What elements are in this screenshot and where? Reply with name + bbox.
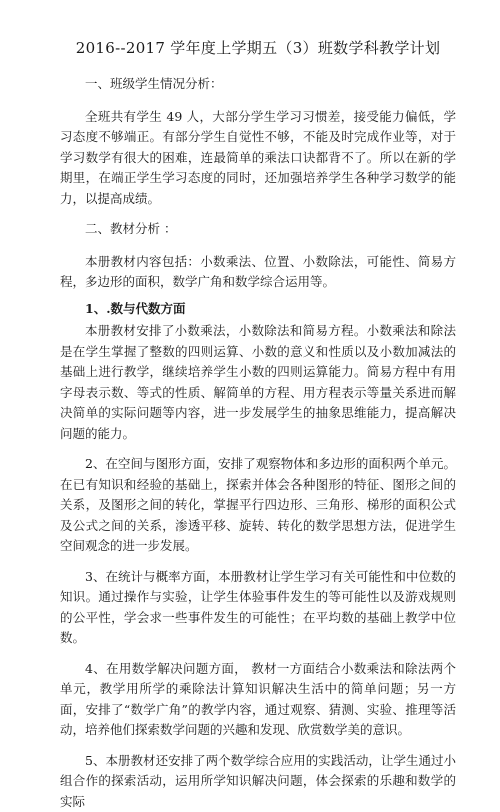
paragraph-textbook-contents: 本册教材内容包括：小数乘法、位置、小数除法，可能性、简易方程，多边形的面积，数学广角和数学综合运用等。 [60, 252, 456, 293]
paragraph-class-analysis: 全班共有学生 49 人，大部分学生学习习惯差，接受能力偏低，学习态度不够端正。有部分学生自觉性不够，不能及时完成作业等，对于学习数学有很大的困难，连最简单的乘法口诀都背不了。所以在新的学期里，在端正学生学习态度的同时，还加强培养学生各种学习数学的能力，以提高成绩。 [60, 107, 456, 210]
document-title: 2016--2017 学年度上学期五（3）班数学科教学计划 [60, 38, 456, 58]
section-heading-textbook-analysis: 二、教材分析 ： [60, 219, 456, 240]
paragraph-practice-activities: 5、本册教材还安排了两个数学综合应用的实践活动，让学生通过小组合作的探索活动，运用所学知识解决问题，体会探索的乐趣和数学的实际 [60, 751, 456, 812]
paragraph-space-geometry: 2、在空间与图形方面，安排了观察物体和多边形的面积两个单元。在已有知识和经验的基础上，探索并体会各种图形的特征、图形之间的关系，及图形之间的转化，掌握平行四边形、三角形、梯形的面积公式及公式之间的关系，渗透平移、旋转、转化的数学思想方法，促进学生空间观念的进一步发展。 [60, 454, 456, 557]
paragraph-problem-solving: 4、在用数学解决问题方面， 教材一方面结合小数乘法和除法两个单元，教学用所学的乘除法计算知识解决生活中的简单问题；另一方面，安排了“数学广角”的教学内容，通过观察、猜测、实验、推理等活动，培养他们探索数学问题的兴趣和发现、欣赏数学美的意识。 [60, 659, 456, 741]
paragraph-number-algebra: 本册教材安排了小数乘法，小数除法和简易方程。小数乘法和除法是在学生掌握了整数的四则运算、小数的意义和性质以及小数加减法的基础上进行教学，继续培养学生小数的四则运算能力。简易方程中有用字母表示数、等式的性质、解简单的方程、用方程表示等量关系进而解决简单的实际问题等内容，进一步发展学生的抽象思维能力，提高解决问题的能力。 [60, 321, 456, 444]
paragraph-statistics-probability: 3、在统计与概率方面，本册教材让学生学习有关可能性和中位数的知识。通过操作与实验，让学生体验事件发生的等可能性以及游戏规则的公平性，学会求一些事件发生的可能性；在平均数的基础上教学中位数。 [60, 567, 456, 649]
section-heading-class-analysis: 一、班级学生情况分析： [60, 74, 456, 95]
subheading-number-algebra: 1、.数与代数方面 [60, 299, 456, 320]
